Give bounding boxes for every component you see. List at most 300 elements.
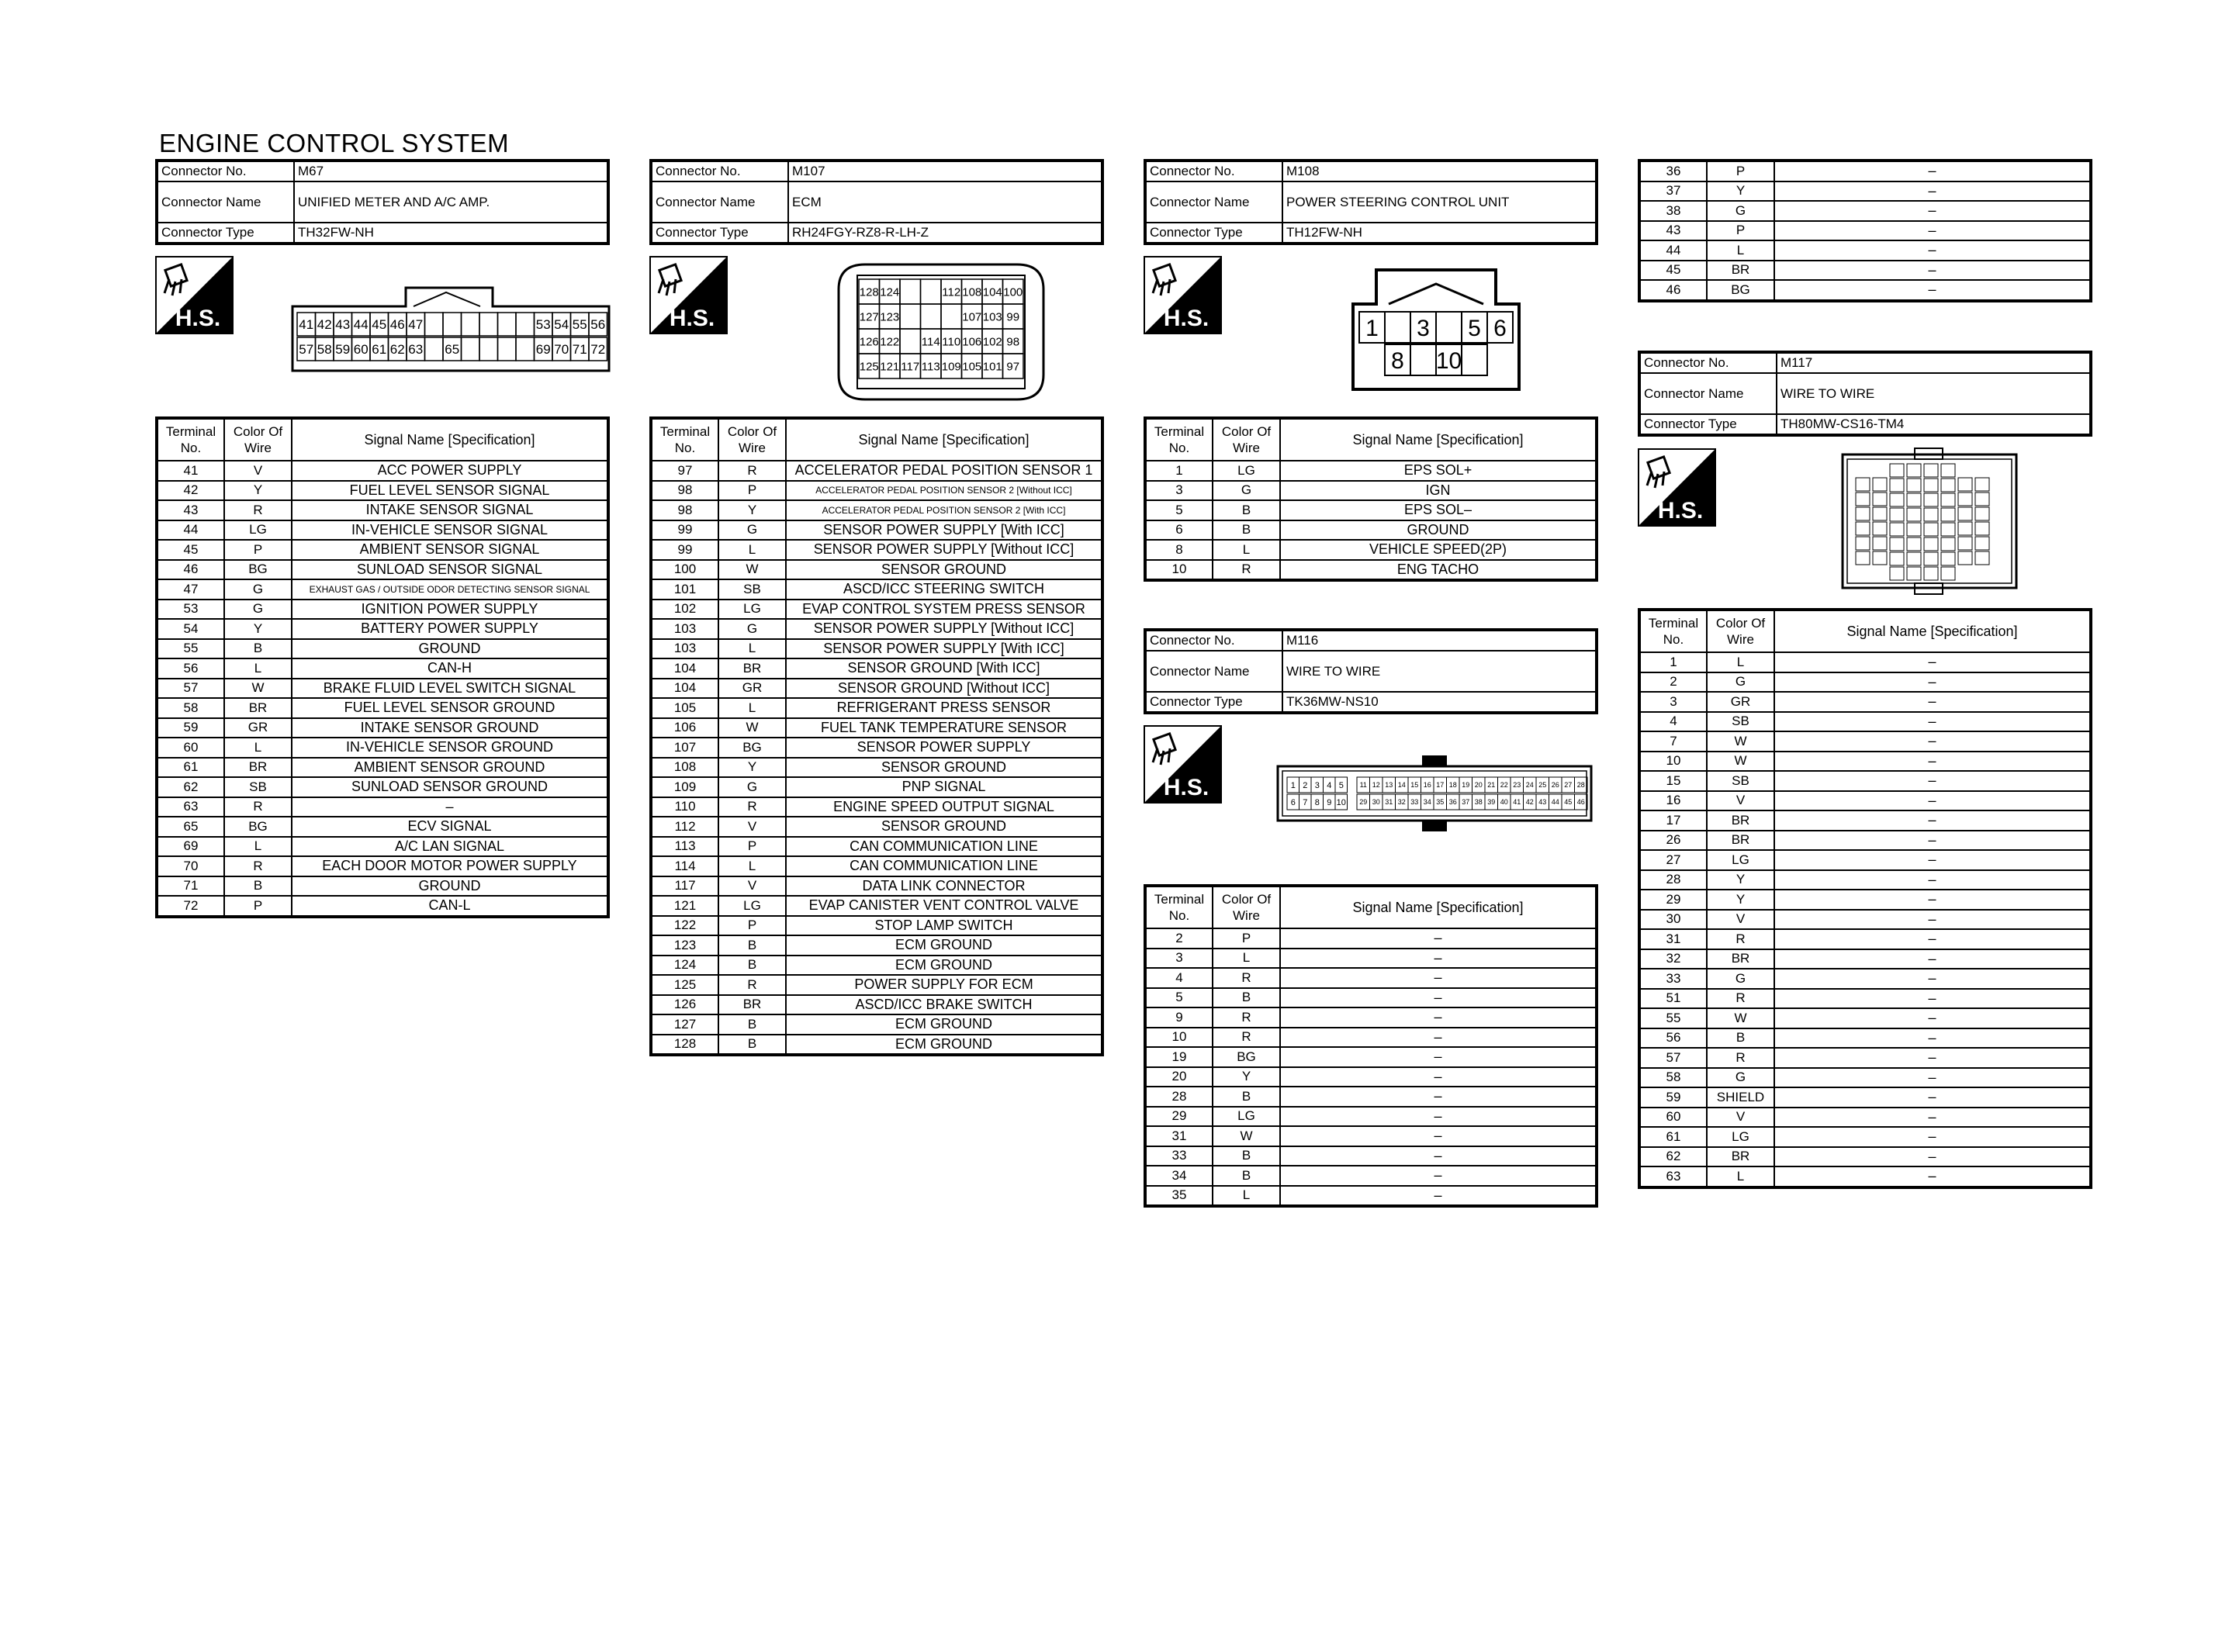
table-row: [157, 540, 608, 560]
pin-label: 60: [353, 342, 369, 358]
signal-name-cell: ENG TACHO: [1280, 560, 1597, 581]
pin-label: 63: [408, 342, 424, 358]
wire-color-cell: L: [224, 837, 292, 857]
empty-pin-cell: [498, 337, 517, 361]
table-row: [651, 579, 1102, 600]
signal-name-cell: –: [1774, 712, 2091, 732]
col-signal-name: Signal Name [Specification]: [1774, 610, 2091, 652]
signal-name-cell: SENSOR GROUND [Without ICC]: [786, 679, 1102, 699]
pin-label: 41: [1513, 798, 1521, 807]
wire-color-cell: W: [1213, 1126, 1280, 1146]
empty-pin-cell: [941, 304, 962, 329]
terminal-no-cell: 71: [157, 876, 224, 897]
table-row: [1639, 771, 2091, 791]
pin-cell: [1856, 507, 1870, 520]
terminal-no-cell: 3: [1145, 949, 1213, 969]
signal-name-cell: –: [1280, 1126, 1597, 1146]
signal-name-cell: –: [1774, 771, 2091, 791]
table-row: [651, 520, 1102, 541]
wire-color-cell: G: [1707, 969, 1774, 989]
table-row: [651, 797, 1102, 817]
table-row: [157, 837, 608, 857]
table-row: [1639, 181, 2091, 202]
wire-color-cell: GR: [718, 679, 786, 699]
pin-label: 47: [408, 317, 424, 333]
pin-cell: [1890, 508, 1904, 521]
wire-color-cell: R: [1213, 560, 1280, 581]
connector-type-label: Connector Type: [1145, 692, 1282, 713]
signal-name-cell: –: [1774, 810, 2091, 831]
terminal-no-cell: 38: [1639, 201, 1707, 221]
connector-no-label: Connector No.: [1145, 161, 1282, 181]
pin-label: 36: [1448, 798, 1457, 807]
signal-name-cell: EVAP CANISTER VENT CONTROL VALVE: [786, 896, 1102, 916]
signal-name-cell: –: [1280, 1146, 1597, 1166]
hs-badge-text: H.S.: [669, 306, 715, 331]
pin-cell: [1890, 493, 1904, 506]
empty-pin-cell: [516, 313, 535, 336]
table-row: [1639, 712, 2091, 732]
wire-color-cell: R: [224, 500, 292, 520]
pin-cell: [1890, 552, 1904, 565]
connector-header-m116: [1144, 628, 1598, 714]
terminal-no-cell: 57: [1639, 1048, 1707, 1068]
wire-color-cell: R: [1213, 968, 1280, 988]
table-row: [651, 975, 1102, 995]
table-row: [157, 520, 608, 541]
pin-cell: [1941, 537, 1955, 551]
signal-name-cell: –: [1774, 1008, 2091, 1028]
col-wire-color: Color Of Wire: [1707, 610, 1774, 652]
table-row: [651, 560, 1102, 580]
terminal-no-cell: 57: [157, 679, 224, 699]
pin-cell: [1975, 478, 1989, 491]
table-row: [1639, 692, 2091, 712]
terminal-no-cell: 3: [1639, 692, 1707, 712]
table-row: [651, 876, 1102, 897]
terminal-no-cell: 109: [651, 777, 718, 797]
table-row: [651, 758, 1102, 778]
signal-name-cell: EACH DOOR MOTOR POWER SUPPLY: [292, 856, 608, 876]
signal-name-cell: –: [1774, 949, 2091, 969]
wire-color-cell: L: [1213, 1186, 1280, 1207]
wire-color-cell: R: [1213, 1028, 1280, 1048]
table-row: [651, 718, 1102, 738]
signal-name-cell: IGN: [1280, 481, 1597, 501]
table-row: [1639, 672, 2091, 693]
signal-name-cell: SENSOR GROUND [With ICC]: [786, 658, 1102, 679]
connector-no-value: M116: [1282, 630, 1597, 651]
terminal-no-cell: 29: [1145, 1107, 1213, 1127]
table-row: [157, 679, 608, 699]
terminal-no-cell: 2: [1639, 672, 1707, 693]
signal-name-cell: –: [1774, 1108, 2091, 1128]
signal-name-cell: IN-VEHICLE SENSOR GROUND: [292, 738, 608, 758]
terminal-no-cell: 19: [1145, 1047, 1213, 1067]
wire-color-cell: Y: [224, 619, 292, 639]
table-row: [157, 797, 608, 817]
table-row: [1639, 1048, 2091, 1068]
wire-color-cell: B: [1213, 988, 1280, 1008]
pin-label: 38: [1474, 798, 1483, 807]
signal-name-cell: SENSOR POWER SUPPLY [With ICC]: [786, 639, 1102, 659]
connector-no-value: M108: [1282, 161, 1597, 181]
pin-cell: [1941, 552, 1955, 565]
pin-cell: [1924, 464, 1938, 477]
terminal-no-cell: 2: [1145, 928, 1213, 949]
terminal-no-cell: 28: [1639, 870, 1707, 890]
pin-label: 19: [1462, 781, 1470, 790]
pin-label: 71: [572, 342, 587, 358]
wire-color-cell: B: [718, 956, 786, 976]
terminal-table-m116: [1144, 884, 1598, 1208]
terminal-no-cell: 37: [1639, 181, 1707, 202]
terminal-no-cell: 43: [157, 500, 224, 520]
signal-name-cell: EPS SOL+: [1280, 461, 1597, 481]
terminal-no-cell: 8: [1145, 540, 1213, 560]
connector-name-value: ECM: [788, 181, 1102, 223]
table-row: [651, 619, 1102, 639]
table-row: [1639, 1127, 2091, 1147]
table-row: [651, 995, 1102, 1015]
signal-name-cell: POWER SUPPLY FOR ECM: [786, 975, 1102, 995]
wire-color-cell: BR: [1707, 810, 1774, 831]
signal-name-cell: IN-VEHICLE SENSOR SIGNAL: [292, 520, 608, 541]
empty-pin-cell: [443, 313, 462, 336]
connector-header-m67: [155, 159, 610, 245]
table-row: [157, 698, 608, 718]
terminal-no-cell: 15: [1639, 771, 1707, 791]
pin-cell: [1924, 508, 1938, 521]
pin-label: 122: [880, 335, 900, 349]
wire-color-cell: BR: [718, 658, 786, 679]
wire-color-cell: LG: [1707, 1127, 1774, 1147]
table-row: [1639, 261, 2091, 281]
wire-color-cell: Y: [1707, 890, 1774, 910]
terminal-no-cell: 4: [1639, 712, 1707, 732]
pin-label: 41: [299, 317, 314, 333]
connector-diagram-m67: [291, 283, 611, 376]
table-row: [1639, 161, 2091, 181]
connector-name-value: UNIFIED METER AND A/C AMP.: [294, 181, 608, 223]
terminal-no-cell: 60: [1639, 1108, 1707, 1128]
terminal-no-cell: 1: [1145, 461, 1213, 481]
empty-pin-cell: [516, 337, 535, 361]
pin-label: 23: [1513, 781, 1521, 790]
terminal-no-cell: 54: [157, 619, 224, 639]
pin-label: 110: [942, 335, 961, 349]
table-row: [1145, 968, 1597, 988]
wire-color-cell: G: [224, 579, 292, 600]
pin-cell: [1856, 492, 1870, 506]
signal-name-cell: ACCELERATOR PEDAL POSITION SENSOR 2 [With ICC]: [786, 500, 1102, 520]
col-terminal-no: Terminal No.: [651, 418, 718, 461]
pin-cell: [1873, 537, 1887, 550]
table-row: [157, 758, 608, 778]
signal-name-cell: AMBIENT SENSOR SIGNAL: [292, 540, 608, 560]
table-row: [157, 718, 608, 738]
pin-label: 57: [299, 342, 314, 358]
signal-name-cell: ECM GROUND: [786, 1035, 1102, 1056]
col-terminal-no: Terminal No.: [1639, 610, 1707, 652]
terminal-no-cell: 56: [157, 658, 224, 679]
pin-label: 125: [859, 360, 879, 374]
pin-label: 9: [1327, 797, 1332, 807]
terminal-no-cell: 126: [651, 995, 718, 1015]
pin-cell: [1890, 537, 1904, 551]
table-row: [157, 777, 608, 797]
terminal-no-cell: 117: [651, 876, 718, 897]
signal-name-cell: GROUND: [1280, 520, 1597, 541]
signal-name-cell: ASCD/ICC BRAKE SWITCH: [786, 995, 1102, 1015]
terminal-no-cell: 5: [1145, 500, 1213, 520]
table-row: [1639, 240, 2091, 261]
wire-color-cell: R: [1707, 989, 1774, 1009]
terminal-no-cell: 59: [157, 718, 224, 738]
terminal-no-cell: 29: [1639, 890, 1707, 910]
pin-cell: [1975, 522, 1989, 535]
table-row: [157, 619, 608, 639]
pin-label: 7: [1303, 797, 1308, 807]
pin-cell: [1873, 492, 1887, 506]
wire-color-cell: R: [224, 856, 292, 876]
connector-name-value: WIRE TO WIRE: [1282, 651, 1597, 692]
table-row: [1639, 969, 2091, 989]
connector-no-value: M107: [788, 161, 1102, 181]
wire-color-cell: BG: [224, 817, 292, 837]
signal-name-cell: ECM GROUND: [786, 1014, 1102, 1035]
signal-name-cell: ENGINE SPEED OUTPUT SIGNAL: [786, 797, 1102, 817]
wire-color-cell: W: [1707, 731, 1774, 752]
table-row: [1639, 1147, 2091, 1167]
signal-name-cell: SENSOR GROUND: [786, 560, 1102, 580]
wire-color-cell: L: [718, 698, 786, 718]
table-row: [157, 500, 608, 520]
pin-label: 105: [962, 360, 982, 374]
signal-name-cell: SENSOR POWER SUPPLY: [786, 738, 1102, 758]
wire-color-cell: V: [718, 876, 786, 897]
terminal-no-cell: 56: [1639, 1028, 1707, 1049]
pin-label: 15: [1410, 781, 1419, 790]
connector-type-value: TH12FW-NH: [1282, 223, 1597, 244]
table-row: [651, 1014, 1102, 1035]
pin-label: 37: [1462, 798, 1470, 807]
wire-color-cell: G: [1213, 481, 1280, 501]
terminal-no-cell: 31: [1145, 1126, 1213, 1146]
pin-cell: [1907, 537, 1921, 551]
pin-label: 98: [1006, 335, 1020, 349]
table-row: [1145, 1166, 1597, 1186]
signal-name-cell: –: [1774, 890, 2091, 910]
table-row: [157, 560, 608, 580]
table-row: [1145, 1126, 1597, 1146]
terminal-no-cell: 58: [157, 698, 224, 718]
wire-color-cell: G: [1707, 201, 1774, 221]
terminal-no-cell: 10: [1639, 752, 1707, 772]
pin-label: 4: [1327, 780, 1332, 790]
terminal-no-cell: 46: [1639, 280, 1707, 301]
signal-name-cell: GROUND: [292, 639, 608, 659]
signal-name-cell: –: [1280, 1107, 1597, 1127]
wire-color-cell: BR: [1707, 831, 1774, 851]
pin-label: 22: [1500, 781, 1508, 790]
table-row: [1639, 870, 2091, 890]
signal-name-cell: SENSOR GROUND: [786, 758, 1102, 778]
empty-pin-cell: [425, 313, 444, 336]
pin-cell: [1975, 492, 1989, 506]
wire-color-cell: GR: [224, 718, 292, 738]
empty-pin-cell: [425, 337, 444, 361]
terminal-no-cell: 72: [157, 896, 224, 917]
table-row: [651, 461, 1102, 481]
pin-cell: [1890, 479, 1904, 492]
terminal-no-cell: 104: [651, 679, 718, 699]
wire-color-cell: W: [224, 679, 292, 699]
wire-color-cell: LG: [1213, 1107, 1280, 1127]
table-row: [1145, 1067, 1597, 1087]
signal-name-cell: –: [1774, 652, 2091, 672]
connector-diagram-m117: [1840, 447, 2019, 596]
pin-cell: [1907, 464, 1921, 477]
signal-name-cell: AMBIENT SENSOR GROUND: [292, 758, 608, 778]
pin-label: 109: [941, 360, 961, 374]
table-row: [651, 679, 1102, 699]
pin-label: 101: [982, 360, 1002, 374]
pin-cell: [1873, 478, 1887, 491]
signal-name-cell: EPS SOL–: [1280, 500, 1597, 520]
pin-label: 61: [372, 342, 387, 358]
wire-color-cell: BR: [1707, 261, 1774, 281]
pin-label: 25: [1538, 781, 1547, 790]
table-row: [157, 896, 608, 917]
signal-name-cell: –: [1280, 1028, 1597, 1048]
pin-label: 35: [1436, 798, 1445, 807]
pin-label: 113: [921, 360, 940, 374]
connector-header-m108: [1144, 159, 1598, 245]
table-row: [1639, 831, 2091, 851]
col-wire-color: Color Of Wire: [1213, 418, 1280, 461]
pin-label: 46: [389, 317, 405, 333]
table-row: [651, 639, 1102, 659]
table-row: [1639, 1108, 2091, 1128]
signal-name-cell: ECM GROUND: [786, 935, 1102, 956]
signal-name-cell: GROUND: [292, 876, 608, 897]
terminal-no-cell: 1: [1639, 652, 1707, 672]
signal-name-cell: DATA LINK CONNECTOR: [786, 876, 1102, 897]
wire-color-cell: P: [224, 540, 292, 560]
connector-header-m117: [1638, 351, 2092, 437]
wire-color-cell: V: [1707, 791, 1774, 811]
table-row: [1145, 1047, 1597, 1067]
connector-name-label: Connector Name: [1639, 373, 1777, 414]
table-row: [1639, 810, 2091, 831]
terminal-no-cell: 108: [651, 758, 718, 778]
table-row: [651, 837, 1102, 857]
empty-pin-cell: [462, 313, 480, 336]
table-row: [1145, 1087, 1597, 1107]
connector-header-m107: [649, 159, 1104, 245]
connector-diagram-m108: [1350, 264, 1522, 392]
pin-label: 127: [859, 310, 879, 324]
signal-name-cell: –: [1774, 831, 2091, 851]
wire-color-cell: R: [718, 975, 786, 995]
table-row: [157, 600, 608, 620]
wire-color-cell: B: [1213, 1087, 1280, 1107]
table-row: [1639, 989, 2091, 1009]
table-row: [1145, 949, 1597, 969]
signal-name-cell: –: [1774, 1028, 2091, 1049]
pin-cell: [1907, 493, 1921, 506]
wire-color-cell: B: [1213, 520, 1280, 541]
wire-color-cell: V: [1707, 910, 1774, 930]
terminal-no-cell: 55: [157, 639, 224, 659]
terminal-no-cell: 103: [651, 639, 718, 659]
empty-pin-cell: [900, 279, 921, 304]
terminal-no-cell: 59: [1639, 1087, 1707, 1108]
signal-name-cell: EVAP CONTROL SYSTEM PRESS SENSOR: [786, 600, 1102, 620]
wire-color-cell: B: [1707, 1028, 1774, 1049]
harness-side-icon: [1144, 725, 1222, 804]
signal-name-cell: FUEL TANK TEMPERATURE SENSOR: [786, 718, 1102, 738]
pin-cell: [1924, 567, 1938, 580]
terminal-no-cell: 100: [651, 560, 718, 580]
signal-name-cell: CAN-H: [292, 658, 608, 679]
terminal-no-cell: 3: [1145, 481, 1213, 501]
wire-color-cell: LG: [718, 600, 786, 620]
terminal-no-cell: 20: [1145, 1067, 1213, 1087]
signal-name-cell: –: [1774, 870, 2091, 890]
wire-color-cell: B: [718, 1014, 786, 1035]
pin-cell: [1907, 523, 1921, 536]
terminal-no-cell: 60: [157, 738, 224, 758]
signal-name-cell: –: [1774, 201, 2091, 221]
wire-color-cell: G: [718, 777, 786, 797]
signal-name-cell: ECV SIGNAL: [292, 817, 608, 837]
pin-label: 100: [1003, 285, 1023, 299]
table-row: [1145, 1007, 1597, 1028]
wire-color-cell: L: [1707, 240, 1774, 261]
terminal-no-cell: 41: [157, 461, 224, 481]
wire-color-cell: L: [1707, 652, 1774, 672]
harness-side-icon: [1144, 256, 1222, 334]
signal-name-cell: SENSOR POWER SUPPLY [With ICC]: [786, 520, 1102, 541]
signal-name-cell: ASCD/ICC STEERING SWITCH: [786, 579, 1102, 600]
pin-cell: [1890, 523, 1904, 536]
terminal-no-cell: 122: [651, 916, 718, 936]
signal-name-cell: –: [1280, 1047, 1597, 1067]
pin-label: 6: [1290, 797, 1296, 807]
wire-color-cell: SB: [1707, 712, 1774, 732]
connector-type-label: Connector Type: [1145, 223, 1282, 244]
terminal-no-cell: 107: [651, 738, 718, 758]
table-row: [157, 579, 608, 600]
signal-name-cell: –: [1280, 1166, 1597, 1186]
wire-color-cell: LG: [1707, 850, 1774, 870]
table-row: [651, 856, 1102, 876]
pin-cell: [1924, 493, 1938, 506]
pin-cell: [1975, 551, 1989, 565]
pin-cell: [1907, 508, 1921, 521]
terminal-no-cell: 63: [1639, 1166, 1707, 1187]
connector-name-label: Connector Name: [1145, 651, 1282, 692]
pin-label: 126: [859, 335, 879, 349]
wire-color-cell: Y: [718, 758, 786, 778]
pin-label: 3: [1417, 315, 1430, 341]
table-row: [1639, 1068, 2091, 1088]
wire-color-cell: L: [1213, 540, 1280, 560]
signal-name-cell: CAN COMMUNICATION LINE: [786, 837, 1102, 857]
pin-label: 34: [1423, 798, 1431, 807]
